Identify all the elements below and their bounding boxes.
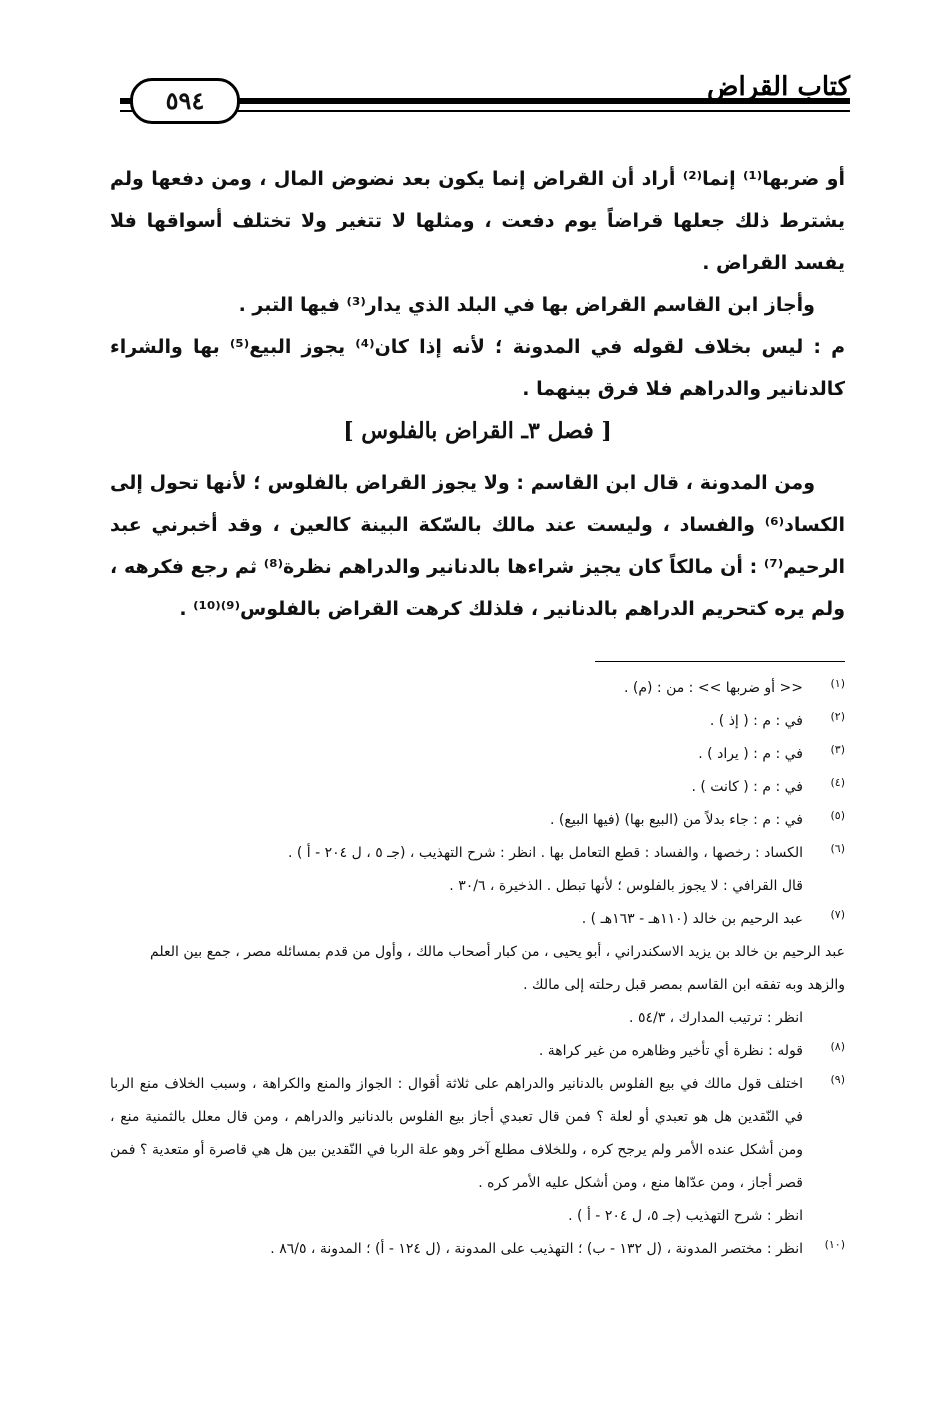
footnote-4 bbox=[110, 771, 845, 804]
footnote-6 bbox=[110, 837, 845, 903]
footnote-text: انظر : شرح التهذيب (جـ ٥، ل ٢٠٤ - أ ) . bbox=[568, 1208, 803, 1224]
footnote-text: عبد الرحيم بن خالد (١١٠هـ - ١٦٣هـ ) . bbox=[581, 911, 803, 927]
footnote-9 bbox=[110, 1068, 845, 1233]
footnote-number: (٤) bbox=[830, 776, 845, 789]
intro-paragraph-3: م : ليس بخلاف لقوله في المدونة ؛ لأنه إذا كان⁽⁴⁾ يجوز البيع⁽⁵⁾ بها والشراء كالدنانير والدراهم فلا فرق بينهما . bbox=[110, 336, 845, 400]
footnote-text: << أو ضربها >> : من : (م) . bbox=[623, 680, 803, 696]
footnotes bbox=[110, 672, 845, 1266]
footnote-5 bbox=[110, 804, 845, 837]
footnote-number: (٦) bbox=[830, 842, 845, 855]
footnote-number: (٩) bbox=[830, 1073, 845, 1086]
intro-text bbox=[110, 158, 845, 410]
footnote-2 bbox=[110, 705, 845, 738]
page-number: ٥٩٤ bbox=[130, 78, 240, 124]
footnote-7 bbox=[110, 903, 845, 1035]
book-title: كتاب القراض bbox=[707, 72, 850, 102]
footnote-text: انظر : ترتيب المدارك ، ٥٤/٣ . bbox=[629, 1010, 803, 1026]
footnote-text: في : م : ( إذ ) . bbox=[709, 713, 803, 729]
footnote-number: (٣) bbox=[830, 743, 845, 756]
footnote-number: (٨) bbox=[830, 1040, 845, 1053]
footnote-number: (٥) bbox=[830, 809, 845, 822]
footnote-text: في : م : جاء بدلاً من (البيع بها) (فيها البيع) . bbox=[550, 812, 803, 828]
footnote-separator bbox=[595, 661, 845, 662]
footnote-text: قال القرافي : لا يجوز بالفلوس ؛ لأنها تبطل . الذخيرة ، ٣٠/٦ . bbox=[449, 878, 803, 894]
page-header bbox=[110, 58, 850, 138]
footnote-number: (١٠) bbox=[824, 1238, 845, 1251]
footnote-8 bbox=[110, 1035, 845, 1068]
intro-paragraph-2: وأجاز ابن القاسم القراض بها في البلد الذي يدار⁽³⁾ فيها التبر . bbox=[238, 294, 815, 316]
section-text bbox=[110, 462, 845, 630]
footnote-text: الكساد : رخصها ، والفساد : قطع التعامل بها . انظر : شرح التهذيب ، (جـ ٥ ، ل ٢٠٤ - أ ) . bbox=[287, 845, 803, 861]
footnote-3 bbox=[110, 738, 845, 771]
footnote-text: اختلف قول مالك في بيع الفلوس بالدنانير والدراهم على ثلاثة أقوال : الجواز والمنع والكراهة ، وسبب الخلاف منع الربا في النّقدين هل هو تعبدي أو لعلة ؟ فمن قال تعبدي أجاز بيع الفلوس بالدنانير والدراهم ، ومن قال معلل بالثمنية منع ، ومن أشكل عنده الأمر ولم يرجح كره ، وللخلاف مطلع آخر وهو علة الربا في النّقدين بين هل هي قاصرة أو متعدية ؟ فمن قصر أجاز ، ومن عدّاها منع ، ومن أشكل عليه الأمر كره . bbox=[110, 1076, 803, 1191]
footnote-number: (٧) bbox=[830, 908, 845, 921]
section-heading: [ فصل ٣ـ القراض بالفلوس ] bbox=[343, 418, 612, 444]
footnote-number: (٢) bbox=[830, 710, 845, 723]
intro-paragraph-1: أو ضربها⁽¹⁾ إنما⁽²⁾ أراد أن القراض إنما يكون بعد نضوض المال ، ومن دفعها ولم يشترط ذلك جعلها قراضاً يوم دفعت ، ومثلها لا تتغير ولا تختلف أسواقها فلا يفسد القراض . bbox=[110, 168, 845, 274]
footnote-text: في : م : ( يراد ) . bbox=[698, 746, 803, 762]
footnote-10 bbox=[110, 1233, 845, 1266]
section-paragraph: ومن المدونة ، قال ابن القاسم : ولا يجوز القراض بالفلوس ؛ لأنها تحول إلى الكساد⁽⁶⁾ والفساد ، وليست عند مالك بالسّكة البينة كالعين ، وقد أخبرني عبد الرحيم⁽⁷⁾ : أن مالكاً كان يجيز شراءها بالدنانير والدراهم نظرة⁽⁸⁾ ثم رجع فكرهه ، ولم يره كتحريم الدراهم بالدنانير ، فلذلك كرهت القراض بالفلوس⁽⁹⁾⁽¹⁰⁾ . bbox=[110, 472, 845, 620]
footnote-text: قوله : نظرة أي تأخير وظاهره من غير كراهة . bbox=[538, 1043, 803, 1059]
footnote-1 bbox=[110, 672, 845, 705]
footnote-text: عبد الرحيم بن خالد بن يزيد الاسكندراني ، أبو يحيى ، من كبار أصحاب مالك ، وأول من قدم بمسائله مصر ، جمع بين العلم والزهد وبه تفقه ابن القاسم بمصر قبل رحلته إلى مالك . bbox=[150, 944, 845, 993]
footnote-text: انظر : مختصر المدونة ، (ل ١٣٢ - ب) ؛ التهذيب على المدونة ، (ل ١٢٤ - أ) ؛ المدونة ، ٨٦/٥ . bbox=[270, 1241, 803, 1257]
footnote-number: (١) bbox=[830, 677, 845, 690]
footnote-text: في : م : ( كانت ) . bbox=[691, 779, 803, 795]
